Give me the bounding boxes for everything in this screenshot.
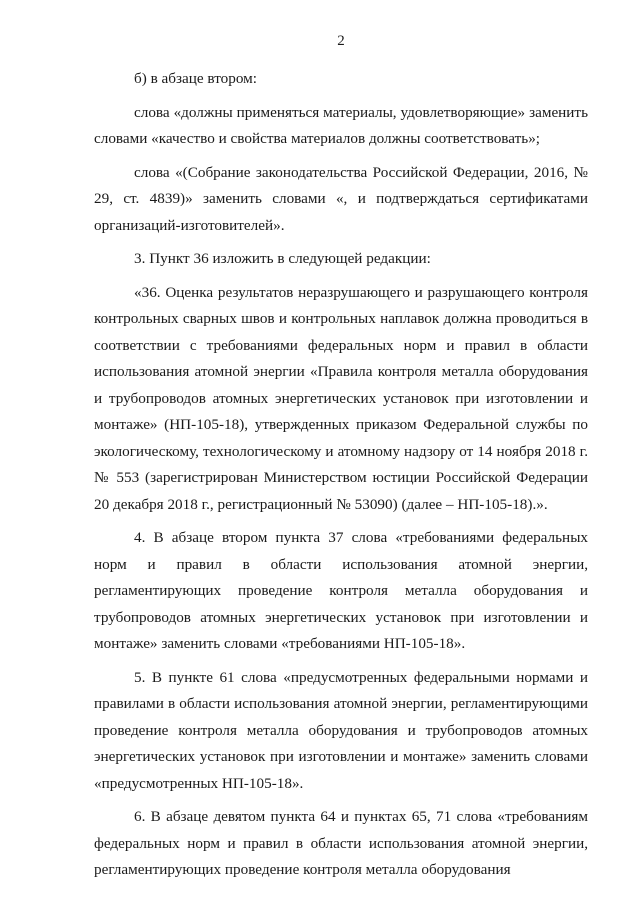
- paragraph-item-6: 6. В абзаце девятом пункта 64 и пунктах 65, 71 слова «требованиям федеральных норм и правил в области использования атомной энергии, регламентирующих проведение контроля металла оборудования: [94, 808, 588, 878]
- paragraph-replace-materials: слова «должны применяться материалы, удовлетворяющие» заменить словами «качество и свойства материалов должны соответствовать»;: [94, 103, 588, 147]
- page-number: 2: [337, 33, 345, 49]
- paragraph-item-3: 3. Пункт 36 изложить в следующей редакции:: [134, 250, 431, 267]
- paragraph-item-5: 5. В пункте 61 слова «предусмотренных федеральными нормами и правилами в области использования атомной энергии, регламентирующими проведение контроля металла оборудования и трубопроводов атомных энергетических установок при изготовлении и монтаже» заменить словами «предусмотренных НП-105-18».: [94, 668, 588, 792]
- document-body: [94, 66, 588, 878]
- paragraph-replace-collection: слова «(Собрание законодательства Российской Федерации, 2016, № 29, ст. 4839)» заменить словами «, и подтверждаться сертификатами организаций-изготовителей».: [94, 163, 588, 234]
- paragraph-b-second-abzac: б) в абзаце втором:: [134, 70, 257, 87]
- paragraph-item-36-text: «36. Оценка результатов неразрушающего и разрушающего контроля контрольных сварных швов и контрольных наплавок должна проводиться в соответствии с требованиями федеральных норм и правил в области использования атомной энергии «Правила контроля металла оборудования и трубопроводов атомных энергетических установок при изготовлении и монтаже» (НП-105-18), утвержденных приказом Федеральной службы по экологическому, технологическому и атомному надзору от 14 ноября 2018 г. № 553 (зарегистрирован Министерством юстиции Российской Федерации 20 декабря 2018 г., регистрационный № 53090) (далее – НП-105-18).».: [94, 283, 588, 513]
- paragraph-item-4: 4. В абзаце втором пункта 37 слова «требованиями федеральных норм и правил в области использования атомной энергии, регламентирующих проведение контроля металла оборудования и трубопроводов атомных энергетических установок при изготовлении и монтаже» заменить словами «требованиями НП-105-18».: [94, 529, 588, 652]
